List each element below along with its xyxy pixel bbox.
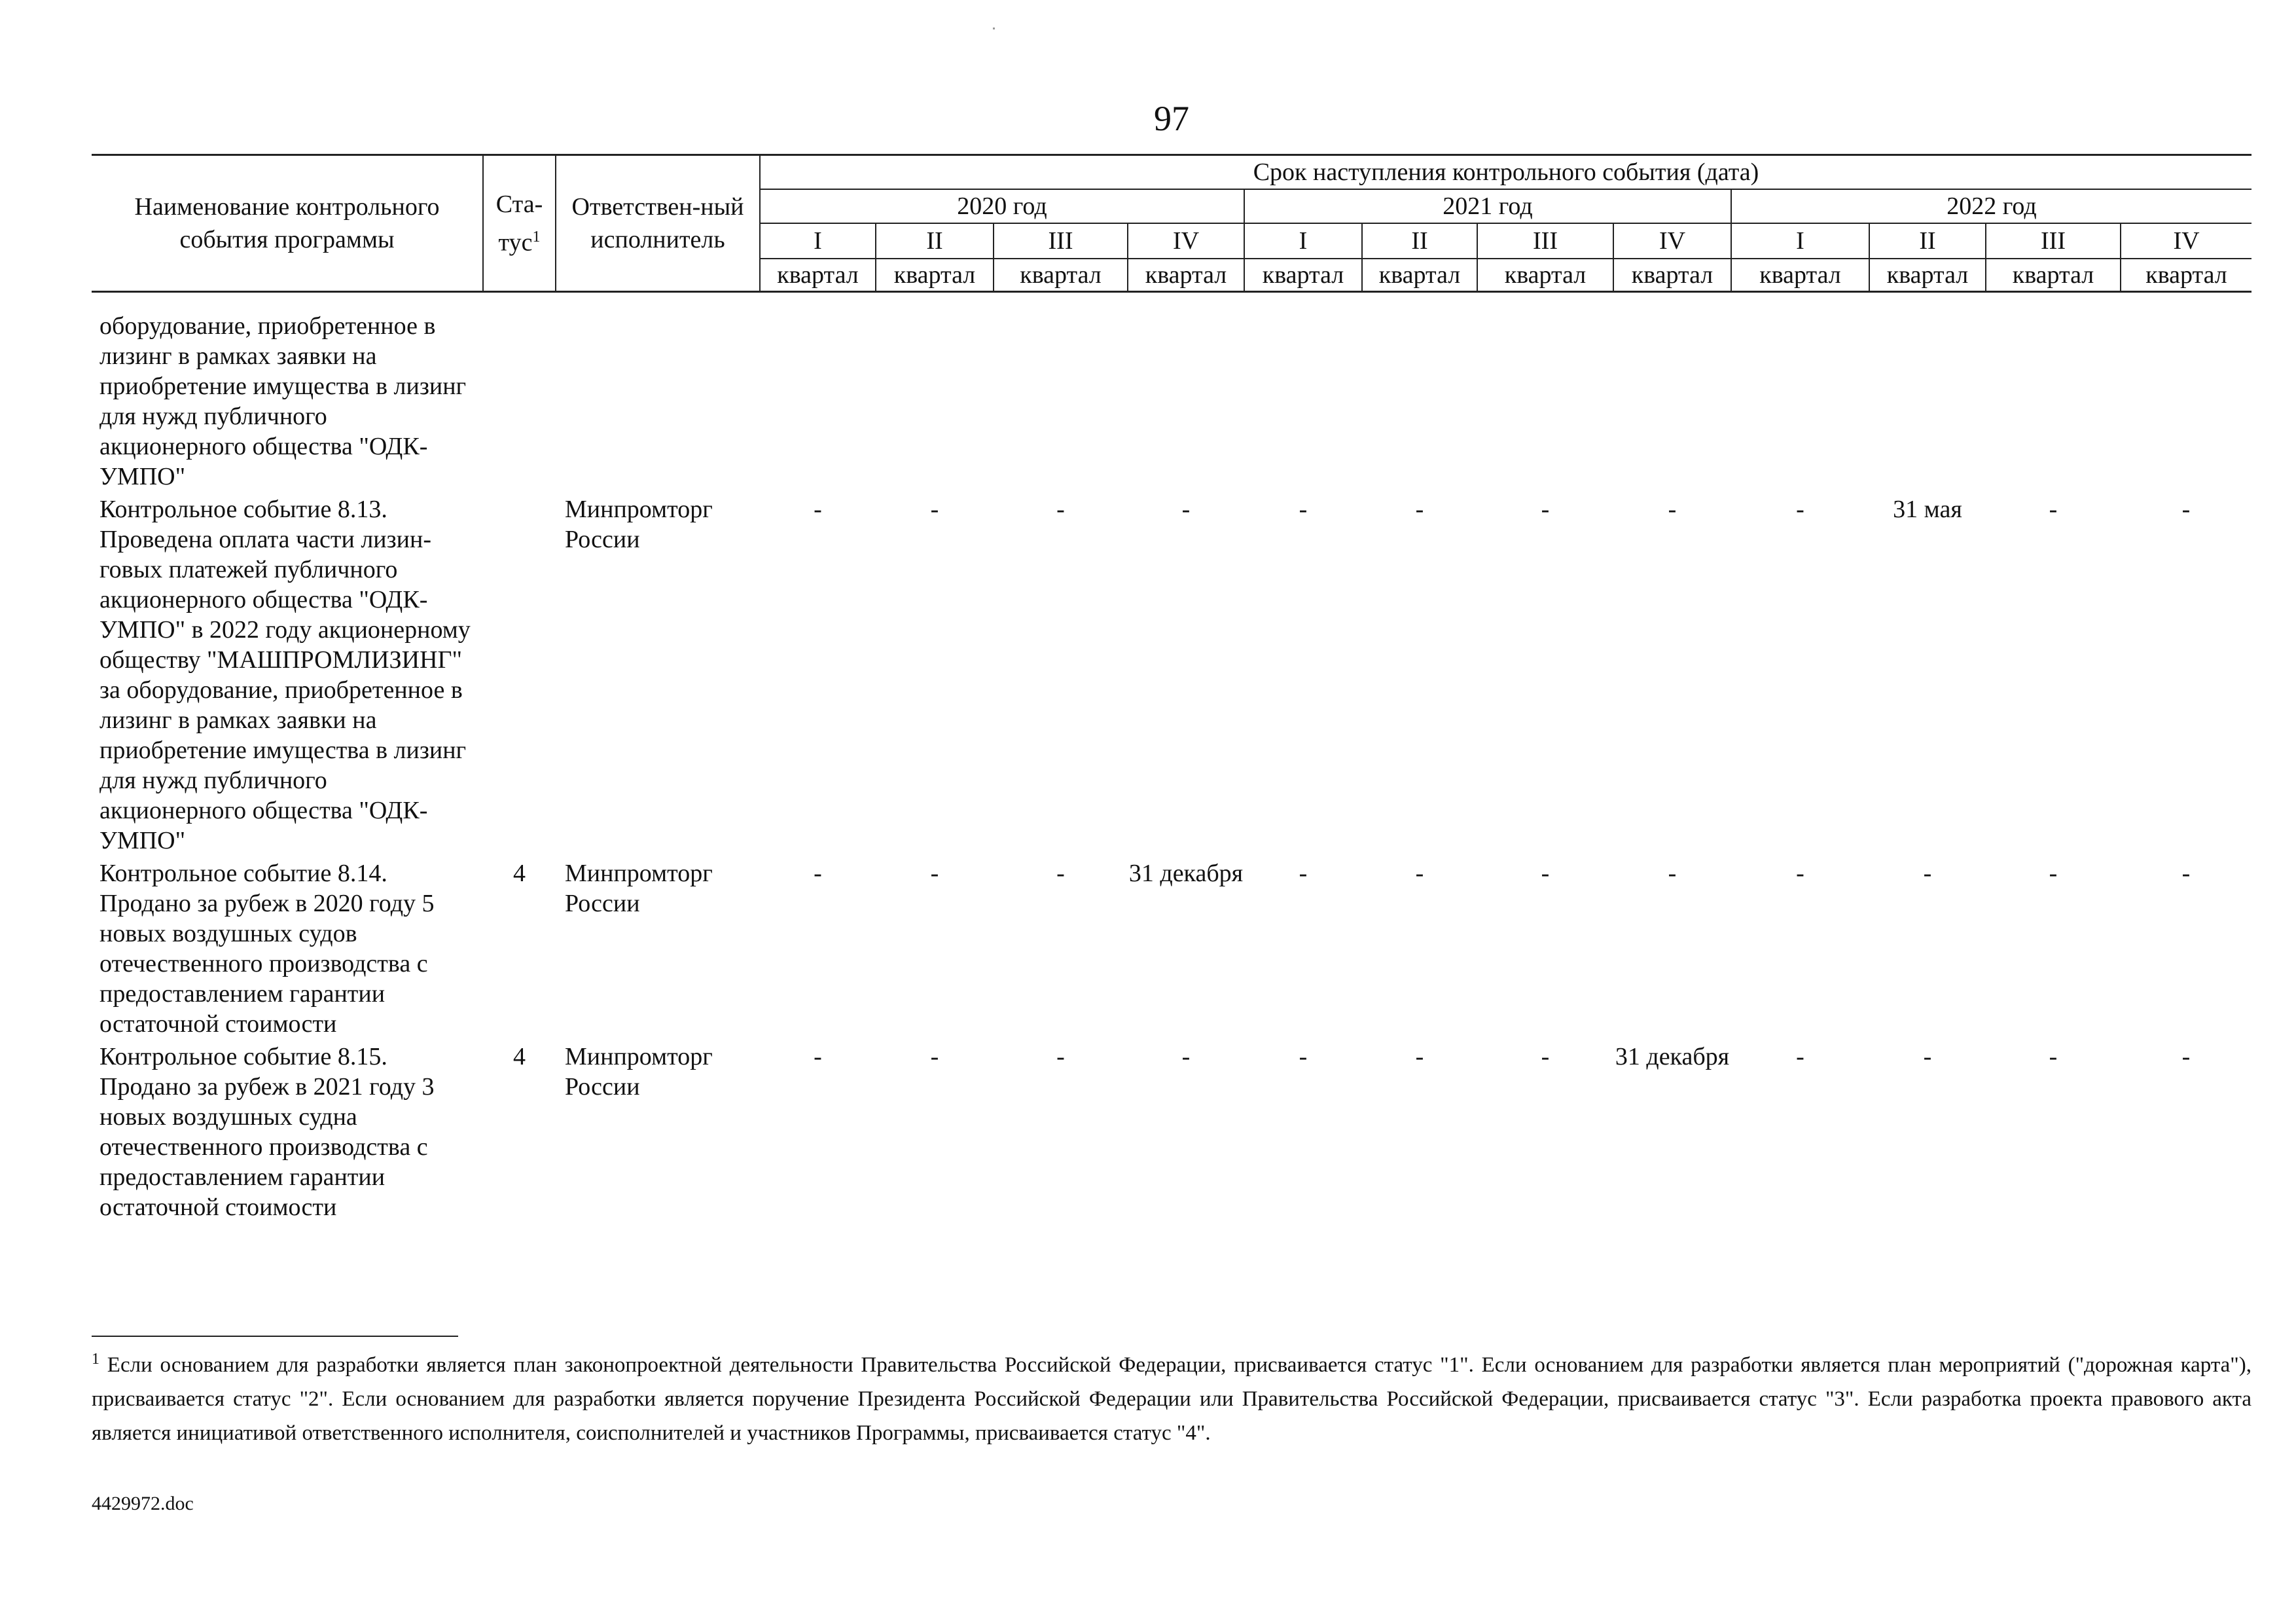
footnote <box>92 1342 2251 1450</box>
header-quarter-word: квартал <box>1478 258 1613 291</box>
header-quarter-roman: II <box>926 227 943 255</box>
header-quarter <box>1869 223 1986 292</box>
quarter-date <box>876 292 994 492</box>
quarter-date <box>1869 292 1986 492</box>
quarter-date <box>1731 292 1869 492</box>
header-quarter-word: квартал <box>1614 258 1731 291</box>
header-quarter-word: квартал <box>876 258 993 291</box>
header-quarter <box>994 223 1128 292</box>
event-status: 4 <box>513 1043 526 1070</box>
quarter-date: 31 декабря <box>1128 860 1244 887</box>
quarter-date: - <box>1415 496 1424 523</box>
quarter-date: - <box>1181 1043 1191 1070</box>
header-quarter <box>1362 223 1477 292</box>
event-executor: Минпромторг России <box>565 1043 713 1101</box>
header-status <box>483 155 556 292</box>
event-name: Контрольное событие 8.13. Проведена оплата части лизин-говых платежей публичного акционерного общества "ОДК-УМПО" в 2022 году акционерному обществу "МАШПРОМЛИЗИНГ" за оборудование, приобретенное в лизинг в рамках заявки на приобретение имущества в лизинг для нужд публичного акционерного общества "ОДК-УМПО" <box>99 496 471 854</box>
quarter-date <box>1244 292 1362 492</box>
page-number: 97 <box>1154 99 1189 138</box>
header-quarter-roman: I <box>1796 227 1804 255</box>
event-name: оборудование, приобретенное в лизинг в рамках заявки на приобретение имущества в лизинг для нужд публичного акционерного общества "ОДК-УМПО" <box>99 312 467 490</box>
table-row <box>92 1039 2251 1222</box>
quarter-date: - <box>1923 1043 1932 1070</box>
quarter-date <box>1986 292 2121 492</box>
quarter-date: - <box>1541 1043 1550 1070</box>
event-status: 4 <box>513 860 526 887</box>
header-quarter-roman: III <box>1533 227 1558 255</box>
header-quarter <box>760 223 876 292</box>
header-quarter-roman: III <box>2041 227 2066 255</box>
header-quarter <box>1986 223 2121 292</box>
quarter-date <box>2121 292 2251 492</box>
file-name: 4429972.doc <box>92 1493 194 1514</box>
quarter-date <box>1362 292 1477 492</box>
quarter-date: 31 мая <box>1893 496 1962 523</box>
quarter-date: 31 декабря <box>1615 1043 1730 1070</box>
quarter-date: - <box>1541 496 1550 523</box>
quarter-date: - <box>1796 1043 1804 1070</box>
table-row <box>92 292 2251 492</box>
header-quarter-roman: IV <box>2173 227 2200 255</box>
header-name: Наименование контрольного события программы <box>92 155 483 292</box>
header-quarter-word: квартал <box>2121 258 2251 291</box>
quarter-date: - <box>1415 860 1424 887</box>
quarter-date: - <box>2049 860 2058 887</box>
header-quarter-word: квартал <box>994 258 1127 291</box>
event-name: Контрольное событие 8.14. Продано за рубеж в 2020 году 5 новых воздушных судов отечественного производства с предоставлением гарантии остаточной стоимости <box>99 860 435 1038</box>
event-name: Контрольное событие 8.15. Продано за рубеж в 2021 году 3 новых воздушных судна отечественного производства с предоставлением гарантии остаточной стоимости <box>99 1043 435 1221</box>
header-quarter <box>1244 223 1362 292</box>
header-quarter-roman: IV <box>1172 227 1200 255</box>
header-quarter-word: квартал <box>1732 258 1869 291</box>
control-events-table <box>92 154 2251 1222</box>
quarter-date: - <box>1796 860 1804 887</box>
header-quarter <box>1477 223 1613 292</box>
header-quarter <box>876 223 994 292</box>
header-year-2020: 2020 год <box>760 189 1244 223</box>
quarter-date <box>1613 292 1731 492</box>
quarter-date: - <box>2181 496 2191 523</box>
footnote-separator <box>92 1336 458 1337</box>
quarter-date: - <box>1668 860 1677 887</box>
quarter-date: - <box>814 496 822 523</box>
quarter-date: - <box>1056 1043 1065 1070</box>
quarter-date: - <box>1299 1043 1308 1070</box>
header-quarter-word: квартал <box>1128 258 1244 291</box>
event-executor: Минпромторг России <box>565 496 713 553</box>
header-quarter-word: квартал <box>1870 258 1985 291</box>
header-year-2021: 2021 год <box>1244 189 1731 223</box>
quarter-date: - <box>1181 496 1191 523</box>
quarter-date: - <box>930 860 939 887</box>
quarter-date: - <box>1796 496 1804 523</box>
event-executor: Минпромторг России <box>565 860 713 917</box>
header-year-2022: 2022 год <box>1731 189 2251 223</box>
quarter-date: - <box>1299 860 1308 887</box>
event-status <box>483 292 556 492</box>
quarter-date: - <box>1923 860 1932 887</box>
header-quarter-roman: II <box>1411 227 1428 255</box>
header-quarter-roman: III <box>1048 227 1073 255</box>
header-quarter-roman: IV <box>1659 227 1686 255</box>
quarter-date <box>1128 292 1244 492</box>
quarter-date: - <box>2181 1043 2191 1070</box>
quarter-date: - <box>1541 860 1550 887</box>
header-quarter-roman: I <box>814 227 822 255</box>
footnote-text: Если основанием для разработки является план законопроектной деятельности Правительства Российской Федерации, присваивается статус "1". Если основанием для разработки является план мероприятий ("дорожная карта"), присваивается статус "2". Если основанием для разработки является поручение Президента Российской Федерации или Правительства Российской Федерации, присваивается статус "3". Если разработка проекта правового акта является инициативой ответственного исполнителя, соисполнителей и участников Программы, присваивается статус "4". <box>92 1353 2252 1445</box>
quarter-date: - <box>1668 496 1677 523</box>
header-executor: Ответствен-ный исполнитель <box>556 155 760 292</box>
quarter-date: - <box>930 496 939 523</box>
header-quarter-word: квартал <box>1245 258 1361 291</box>
header-deadline: Срок наступления контрольного события (дата) <box>760 155 2251 190</box>
header-quarter <box>1731 223 1869 292</box>
header-quarter <box>1613 223 1731 292</box>
header-quarter-word: квартал <box>1986 258 2120 291</box>
header-quarter-word: квартал <box>761 258 875 291</box>
scan-dot <box>993 27 995 29</box>
quarter-date: - <box>1299 496 1308 523</box>
header-status-label: Ста-тус <box>495 190 543 257</box>
quarter-date: - <box>814 1043 822 1070</box>
quarter-date: - <box>1056 860 1065 887</box>
quarter-date: - <box>2181 860 2191 887</box>
quarter-date: - <box>814 860 822 887</box>
table-row <box>92 856 2251 1039</box>
quarter-date <box>994 292 1128 492</box>
quarter-date: - <box>1056 496 1065 523</box>
table-row <box>92 492 2251 856</box>
header-quarter-roman: I <box>1299 227 1308 255</box>
header-status-footnote-mark: 1 <box>532 228 541 246</box>
footnote-mark: 1 <box>92 1351 99 1368</box>
header-quarter <box>2121 223 2251 292</box>
quarter-date: - <box>1415 1043 1424 1070</box>
event-executor <box>556 292 760 492</box>
header-quarter <box>1128 223 1244 292</box>
quarter-date: - <box>2049 496 2058 523</box>
quarter-date: - <box>2049 1043 2058 1070</box>
quarter-date: - <box>930 1043 939 1070</box>
quarter-date <box>1477 292 1613 492</box>
event-status <box>483 492 556 856</box>
header-quarter-word: квартал <box>1363 258 1477 291</box>
header-quarter-roman: II <box>1919 227 1936 255</box>
quarter-date <box>760 292 876 492</box>
